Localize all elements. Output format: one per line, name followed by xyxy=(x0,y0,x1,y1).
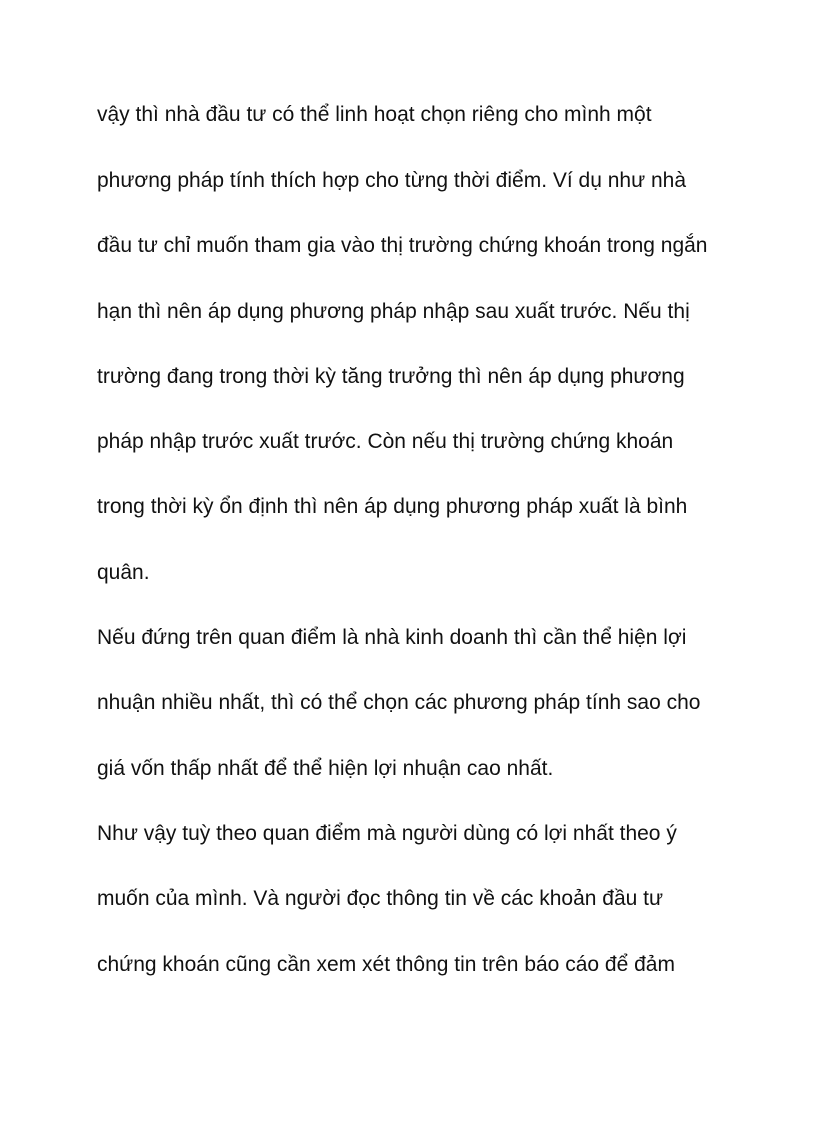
text-line: pháp nhập trước xuất trước. Còn nếu thị trường chứng khoán xyxy=(97,430,674,453)
text-line: giá vốn thấp nhất để thể hiện lợi nhuận cao nhất. xyxy=(97,757,554,780)
text-line: vậy thì nhà đầu tư có thể linh hoạt chọn riêng cho mình một xyxy=(97,103,652,126)
text-line: hạn thì nên áp dụng phương pháp nhập sau xuất trước. Nếu thị xyxy=(97,300,690,323)
text-line: nhuận nhiều nhất, thì có thể chọn các phương pháp tính sao cho xyxy=(97,691,701,714)
text-line: Nếu đứng trên quan điểm là nhà kinh doanh thì cần thể hiện lợi xyxy=(97,626,687,649)
text-line: muốn của mình. Và người đọc thông tin về các khoản đầu tư xyxy=(97,887,664,910)
text-line: chứng khoán cũng cần xem xét thông tin trên báo cáo để đảm xyxy=(97,953,675,976)
text-line: đầu tư chỉ muốn tham gia vào thị trường chứng khoán trong ngắn xyxy=(97,234,708,257)
text-line: Như vậy tuỳ theo quan điểm mà người dùng có lợi nhất theo ý xyxy=(97,822,677,845)
text-line: trường đang trong thời kỳ tăng trưởng thì nên áp dụng phương xyxy=(97,365,685,388)
text-line: trong thời kỳ ổn định thì nên áp dụng phương pháp xuất là bình xyxy=(97,495,688,518)
text-line: quân. xyxy=(97,561,150,584)
text-line: phương pháp tính thích hợp cho từng thời điểm. Ví dụ như nhà xyxy=(97,169,687,192)
